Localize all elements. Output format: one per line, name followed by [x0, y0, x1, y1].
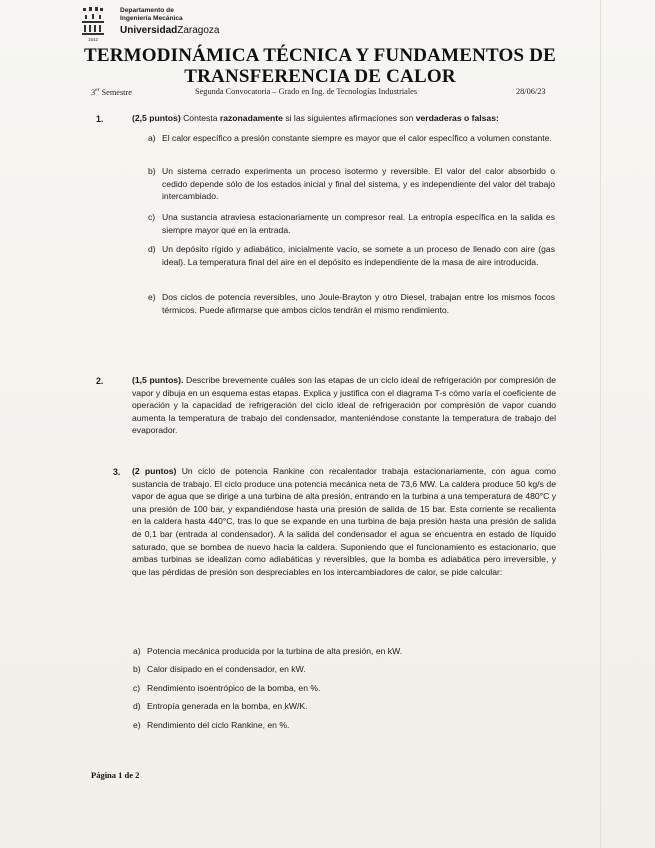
q3-item-a: a) Potencia mecánica producida por la turbina de alta presión, en kW.: [133, 646, 403, 656]
question-2-number: 2.: [96, 376, 104, 386]
exam-title: [70, 45, 570, 87]
university-name: UniversidadZaragoza: [120, 25, 220, 36]
question-3-number: 3.: [113, 467, 121, 477]
q3-item-c: c) Rendimiento isoentrópico de la bomba, en %.: [133, 683, 321, 693]
paper-fold: [600, 0, 601, 848]
q1-item-e: e) Dos ciclos de potencia reversibles, uno Joule-Brayton y otro Diesel, trabajan entre los mismos focos térmicos. Puede afirmarse que ambos ciclos tendrán el mismo rendimiento.: [148, 292, 555, 315]
crest-icon: [82, 6, 104, 42]
question-2-statement: (1,5 puntos). Describe brevemente cuáles son las etapas de un ciclo ideal de refrigeración por compresión de vapor y dibuja en un esquema estas etapas. Explica y justifica con el diagrama T-s cómo varía el coeficiente de operación y la capacidad de refrigeración del ciclo ideal de refrigeración por compresión de vapor cuando aumenta la temperatura de trabajo del condensador, manteniéndose constante la temperatura de trabajo del evaporador.: [132, 375, 556, 436]
page-number: Página 1 de 2: [91, 770, 140, 780]
title-line-1: TERMODINÁMICA TÉCNICA Y FUNDAMENTOS DE: [83, 45, 557, 66]
q3-item-b: b) Calor disipado en el condensador, en kW.: [133, 664, 306, 674]
question-1-statement: (2,5 puntos) Contesta razonadamente si las siguientes afirmaciones son verdaderas o falsas:: [132, 113, 499, 123]
q1-item-a: a) El calor específico a presión constante siempre es mayor que el calor específico a volumen constante.: [148, 133, 552, 143]
q1-item-c: c) Una sustancia atraviesa estacionariamente un compresor real. La entropía específica en la salida es siempre mayor que en la entrada.: [148, 212, 555, 235]
semester: 3er Semestre: [91, 87, 132, 97]
q1-item-b: b) Un sistema cerrado experimenta un proceso isotermo y reversible. El valor del calor absorbido o cedido depende sólo de los estados inicial y final del sistema, y es independiente del valor del trabajo intercambiado.: [148, 166, 555, 202]
title-line-2: TRANSFERENCIA DE CALOR: [184, 66, 456, 87]
q3-item-d: d) Entropía generada en la bomba, en kW/K.: [133, 701, 308, 711]
q1-item-d: d) Un depósito rígido y adiabático, inicialmente vacío, se somete a un proceso de llenado con aire (gas ideal). La temperatura final del aire en el depósito es independiente de la masa de aire introducida.: [148, 244, 555, 267]
university-logo: [82, 6, 242, 42]
convocatoria: Segunda Convocatoria – Grado en Ing. de Tecnologías Industriales: [195, 87, 418, 96]
department-name: Departamento de Ingeniería Mecánica: [120, 7, 183, 22]
q3-item-e: e) Rendimiento del ciclo Rankine, en %.: [133, 720, 290, 730]
question-3-statement: (2 puntos) Un ciclo de potencia Rankine con recalentador trabaja estacionariamente, con agua como sustancia de trabajo. El ciclo produce una potencia mecánica neta de 73,6 MW. La caldera produce 50 kg/s de vapor de agua que se dirige a una turbina de alta presión, entrando en la turbina a una temperatura de 480°C y una presión de 100 bar, y expandiéndose hasta una presión de salida de 15 bar. Esta corriente se recalienta en la caldera hasta 440°C, tras lo que se expande en una turbina de baja presión hasta una presión de salida de 0,1 bar (entrada al condensador). A la salida del condensador el agua se encuentra en estado de líquido saturado, que se bombea de nuevo hacia la caldera. Suponiendo que el funcionamiento es estacionario, que ambas turbinas se idealizan como adiabáticas y reversibles, que la bomba es adiabática pero irreversible, y que las pérdidas de presión son despreciables en los intercambiadores de calor, se pide calcular:: [132, 466, 556, 577]
exam-date: 28/06/23: [516, 87, 546, 96]
crest-year: 1542: [87, 37, 99, 42]
question-1-number: 1.: [96, 114, 104, 124]
